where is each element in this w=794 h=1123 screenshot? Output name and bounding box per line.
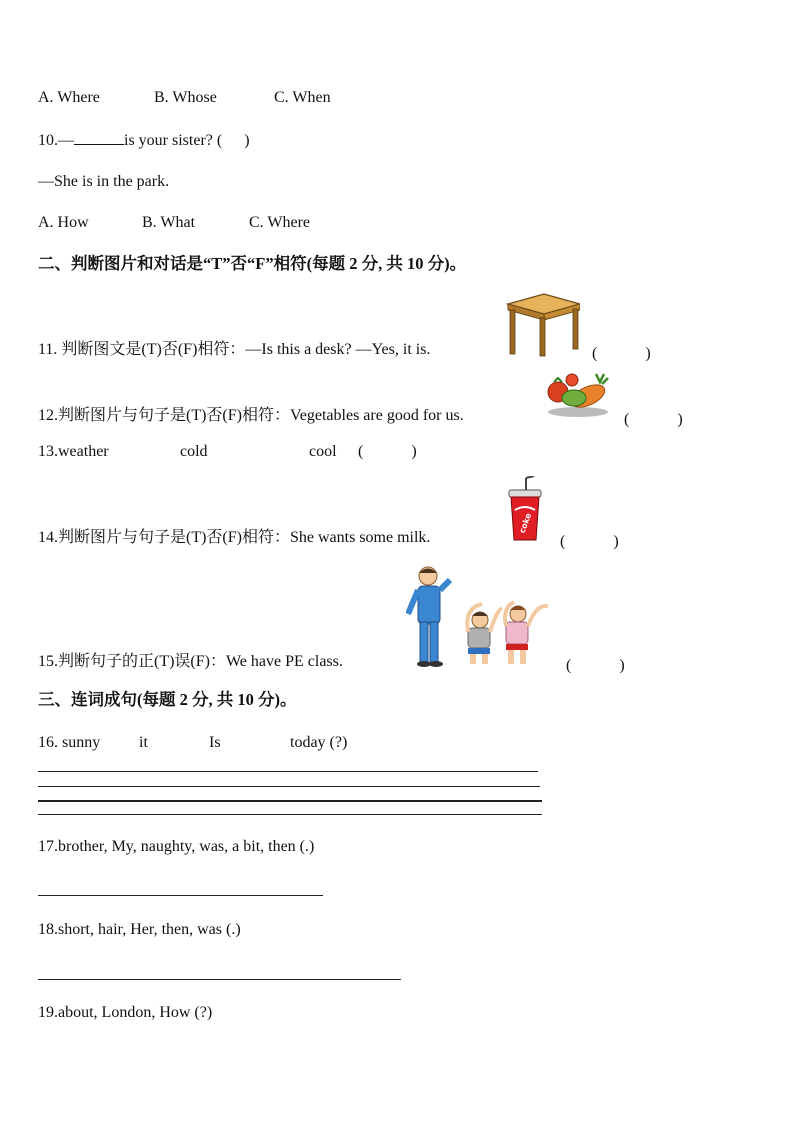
q9-option-a: A. Where [38,89,100,106]
q12-text: 12.判断图片与句子是(T)否(F)相符：Vegetables are good for us. [38,407,464,424]
q11-answer-paren[interactable]: ( ) [592,345,651,362]
section-3-heading: 三、连词成句(每题 2 分, 共 10 分)。 [38,690,297,709]
q9-options [38,88,398,108]
q12-answer-paren[interactable]: ( ) [624,411,683,428]
section-2-heading: 二、判断图片和对话是“T”否“F”相符(每题 2 分, 共 10 分)。 [38,254,467,273]
cola-cup-label: coke [517,511,534,535]
q14-text: 14.判断图片与句子是(T)否(F)相符：She wants some milk. [38,529,431,546]
q15-text: 15.判断句子的正(T)误(F)：We have PE class. [38,653,343,670]
q13-word-3: cool [309,443,337,460]
q16-word-1: 16. sunny [38,734,101,751]
q10-option-c: C. Where [249,214,311,231]
q16-answer-line-3[interactable] [38,800,542,802]
q13-answer-paren[interactable]: ( ) [358,443,417,460]
q10-option-a: A. How [38,214,89,231]
q17-answer-line[interactable] [38,895,323,896]
q15-answer-paren[interactable]: ( ) [566,657,625,674]
q18-answer-line[interactable] [38,979,401,980]
q9-option-c: C. When [274,89,331,106]
q16-word-3: Is [209,734,221,751]
q11-text: 11. 判断图文是(T)否(F)相符：—Is this a desk? —Yes, it is. [38,341,431,358]
pe-class-icon [406,564,550,668]
q9-option-b: B. Whose [154,89,217,106]
q14-answer-paren[interactable]: ( ) [560,533,619,550]
q16-word-2: it [139,734,148,751]
q17-text: 17.brother, My, naughty, was, a bit, then (.) [38,838,315,855]
q16-answer-line-2[interactable] [38,786,540,787]
q13-line [38,442,458,462]
q10-text: is your sister? ( [124,132,223,149]
q16-word-4: today (?) [290,734,348,751]
q16-answer-line-1[interactable] [38,771,538,772]
vegetables-icon [544,368,614,418]
q16-line [38,733,398,753]
q13-word-1: 13.weather [38,443,109,460]
q10-close-paren: ) [244,132,250,149]
q16-answer-line-4[interactable] [38,814,542,815]
q18-text: 18.short, hair, Her, then, was (.) [38,921,241,938]
q10-question [38,130,250,151]
q10-blank[interactable] [74,130,124,145]
cola-cup-icon [506,476,544,544]
q13-word-2: cold [180,443,208,460]
q19-text: 19.about, London, How (?) [38,1004,213,1021]
q10-options [38,213,378,233]
q10-number: 10.— [38,132,74,149]
q10-option-b: B. What [142,214,196,231]
q10-answer: —She is in the park. [38,173,170,190]
desk-icon [504,290,580,358]
